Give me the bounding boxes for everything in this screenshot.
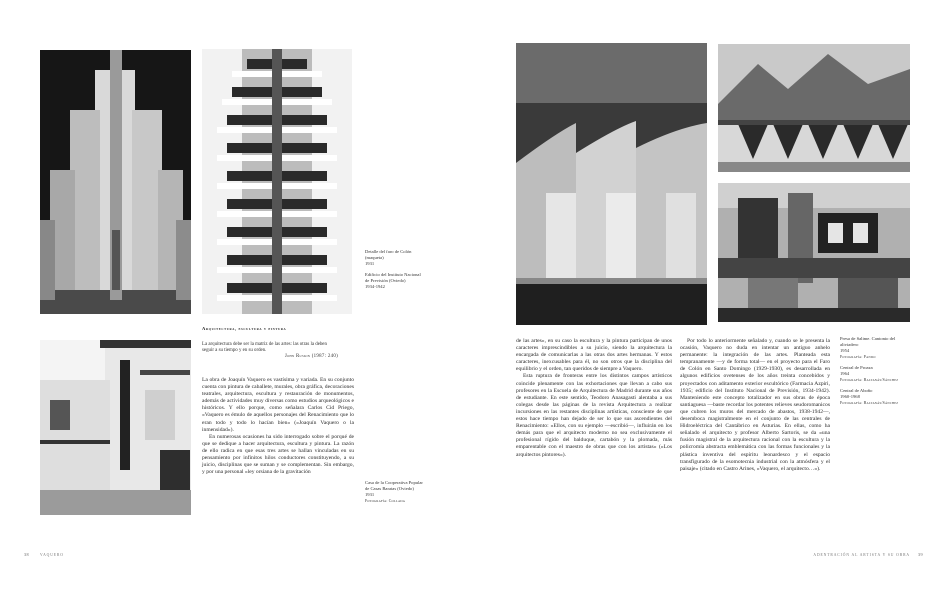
left-body-paragraph-2: En numerosas ocasiones ha sido interrogado sobre el porqué de que se dedique a hacer arquitectura, escultura y pintura. La razón de ello radica en que esas tres artes se hallan vinculadas en su pensamiento por infinitos hilos conductores constituyendo, a su juicio, disciplinas que se suman y se complementan. Sin embargo, y por una personal «ley orsiana de la gravitación [202,433,354,476]
section-heading: Arquitectura, escultura y pintura [202,326,287,331]
caption-proaza-year: 1964 [840,371,850,376]
caption-casa-title: Casa de la Cooperativa Popular de Casas Baratas (Oviedo) [365,480,423,491]
caption-faro-title: Detalle del faro de Colón (maqueta) [365,249,412,260]
epigraph [202,342,338,360]
left-body-column [202,377,354,476]
caption-casa-year: 1931 [365,492,375,497]
caption-abono-title: Central de Aboño [840,388,873,393]
right-body-column-2 [680,338,830,473]
photo-central-abono [718,183,910,322]
right-col1-paragraph-2: Esta ruptura de fronteras entre los distintos campos artísticos coincide plenamente con las exhortaciones que llevan a cabo sus profesores en la Escuela de Arquitectura de Madrid durante sus años de estudiante. En este sentido, Teodoro Anasagasti alentaba a sus colegas desde las páginas de la revista Arquitectura a realizar incursiones en las restantes disciplinas artísticas, consciente de que estos hace tiempo han dejado de ser lo que sus ascendientes del Renacimiento: «Ellos, con su ejemplo —escribió—, influirán en los demás para que el arquitecto moderno no sea exclusivamente el profesional rígido del balduque, cartabón y la plomada, más emparentable con el maestro de obras que con los artistas» («Los arquitectos pintores»). [516,373,672,458]
right-body-column-1 [516,338,672,459]
right-col1-paragraph-1: de las artes», en su caso la escultura y la pintura participan de unos caracteres imprescindibles a su juicio, siendo la arquitectura la encargada de comunicarlas a las otras dos artes hermanas. Y estos caracteres, inexcusables para él, no son otros que la disciplina del equilibrio y el orden, tan queridos de siempre a Vaquero. [516,338,672,373]
caption-faro-year: 1931 [365,261,375,266]
caption-faro-instituto [365,249,425,290]
caption-presa-credit: Fotografía: Pando [840,355,876,359]
photo-casa-cooperativa [40,340,191,515]
caption-casa [365,480,425,504]
right-running-head: ADENTRACIÓN AL ARTISTA Y SU OBRA [813,553,910,557]
photo-central-proaza [718,44,910,172]
caption-proaza-title: Central de Proaza [840,365,873,370]
left-running-head: VAQUERO [40,553,64,557]
left-folio: 38 [24,552,29,557]
caption-proaza-credit: Fotografía: Baltanás/Sánchez [840,378,899,382]
left-body-paragraph-1: La obra de Joaquín Vaquero es vastísima y variada. En su conjunto cuenta con pintura de caballete, murales, obra gráfica, decoraciones teatrales, arquitectura, escultura y restauración de monumentos, además de actividades muy diversas como estudios arqueológicos e históricos. Y ello porque, como señalara Carlos Cid Priego, «Vaquero es émulo de aquellos personajes del Renacimiento que lo eran todo y todo lo hacían bien» («Joaquín Vaquero o la inmensidad»). [202,377,354,433]
right-col2-paragraph-1: Por todo lo anteriormente señalado y, cuando se le presenta la ocasión, Vaquero no duda en intentar un antiguo anhelo permanente: la integración de las artes. Planteada esta tempranamente —y de forma total— en el proyecto para el Faro de Colón en Santo Domingo (1929-1930), es desarrollada en algunos edificios ovetenses de los años treinta concebidos y proyectados con aditamento exterior escultórico (Farmacia Azpiri, 1935; edificio del Instituto Nacional de Previsión, 1934-1942). Manteniendo este concepto totalizador en sus obras de época santiaguesa —baste recordar los potentes relieves seudoromanicos que cubren los muros del mercado de abastos, 1938-1942—, desemboca magistralmente en el conjunto de las centrales de Hidroeléctrica del Cantábrico en Asturias. En ellas, como ha señalado el arquitecto y profesor Alberto Sartoris, se da «una fusión magistral de la arquitectura racional con la escultura y la policromía abstracta emblemática con las formas funcionales y la plástica inventiva del espíritu leonardesco y el espacio transfigurado de la esomotecnia industrial con la atmósfera y el paisaje» (citado en Castro Arines, «Vaquero, el arquitecto…»). [680,338,830,472]
epigraph-text: La arquitectura debe ser la matriz de las artes: las otras la deben seguir a su tiempo y en su orden. [202,342,327,353]
caption-instituto-title: Edificio del Instituto Nacional de Previsión (Oviedo) [365,272,421,283]
caption-casa-credit: Fotografía: Collada [365,499,406,503]
caption-abono-credit: Fotografía: Baltanás/Sánchez [840,401,899,405]
caption-right [840,336,910,406]
epigraph-author: John Ruskin (1987: 240) [284,354,338,359]
caption-abono-year: 1960-1968 [840,394,860,399]
caption-instituto-year: 1934-1942 [365,284,385,289]
caption-presa-title: Presa de Salime. Cantonio del aliviadero [840,336,896,347]
photo-presa-salime [516,43,707,325]
photo-faro-de-colon [40,50,191,314]
caption-presa-year: 1954 [840,348,850,353]
right-folio: 39 [918,552,923,557]
photo-instituto-nacional-prevision [202,49,352,314]
